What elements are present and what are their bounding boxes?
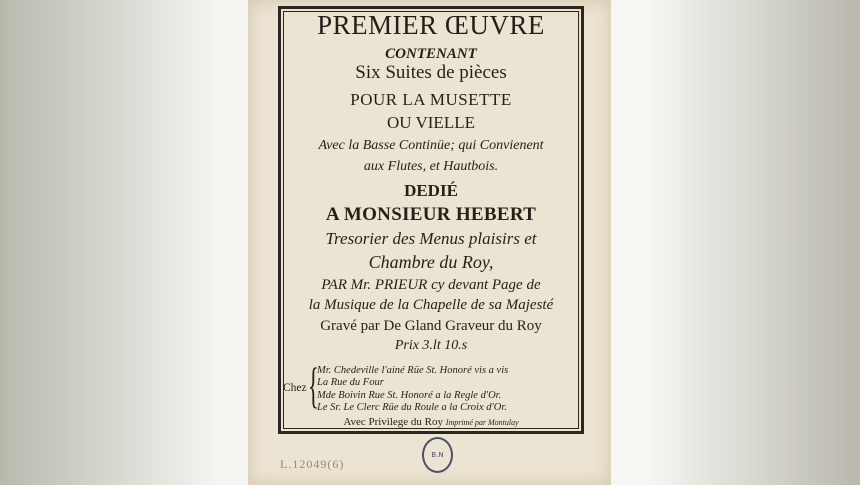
ou-vielle-text: OU VIELLE xyxy=(387,113,475,132)
engraved-frame xyxy=(278,6,584,434)
brace-glyph: { xyxy=(308,357,319,413)
address-line: Mde Boivin Rue St. Honoré a la Regle d'Or. xyxy=(317,390,502,401)
privilege-text: Avec Privilege du Roy xyxy=(343,416,444,428)
pour-musette-text: POUR LA MUSETTE xyxy=(350,90,512,109)
musique-chapelle-text: la Musique de la Chapelle de sa Majesté xyxy=(308,297,554,313)
library-stamp: B.N xyxy=(422,437,453,473)
address-line: Mr. Chedeville l'ainé Rüe St. Honoré vis a vis xyxy=(317,365,509,376)
price-line: Prix 3.lt 10.s xyxy=(394,338,468,353)
engraver-line: Gravé par De Gland Graveur du Roy xyxy=(320,318,542,334)
basse-continue-text: Avec la Basse Continüe; qui Convienent xyxy=(318,138,544,153)
dedicatee-name: A MONSIEUR HEBERT xyxy=(325,204,537,225)
tresorier-text: Tresorier des Menus plaisirs et xyxy=(325,229,537,248)
six-suites-text: Six Suites de pièces xyxy=(355,62,507,83)
chez-label: Chez xyxy=(283,382,307,394)
flutes-hautbois-text: aux Flutes, et Hautbois. xyxy=(363,159,499,174)
title-page xyxy=(248,0,611,485)
page-title: PREMIER ŒUVRE xyxy=(317,10,545,40)
privilege-line xyxy=(281,416,581,428)
dedie-text: DEDIÉ xyxy=(404,181,458,200)
chambre-text: Chambre du Roy, xyxy=(368,252,494,272)
imprime-text: Imprimé par Montulay xyxy=(445,418,519,427)
contenant-text: CONTENANT xyxy=(385,46,477,62)
shelfmark: L.12049(6) xyxy=(280,457,345,471)
address-line: Le Sr. Le Clerc Rüe du Roule a la Croix d'Or. xyxy=(317,402,507,413)
author-line: PAR Mr. PRIEUR cy devant Page de xyxy=(321,277,541,293)
address-line: La Rue du Four xyxy=(317,377,384,388)
